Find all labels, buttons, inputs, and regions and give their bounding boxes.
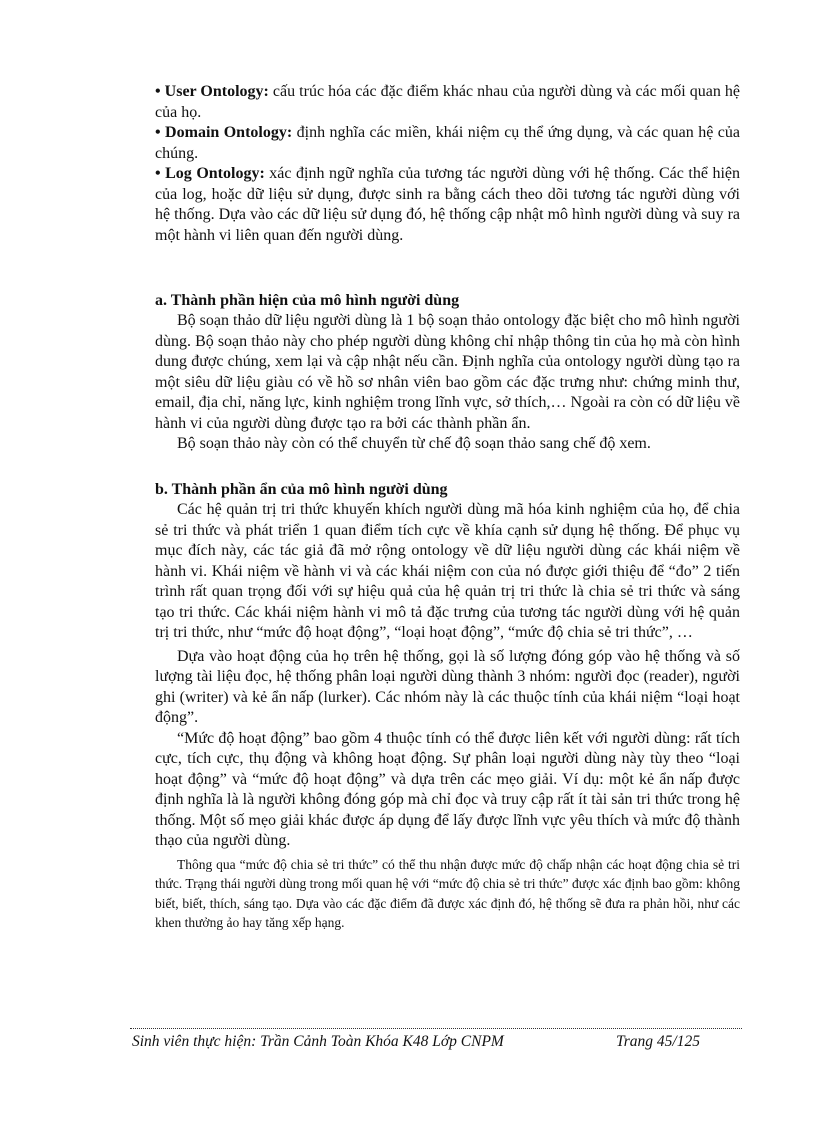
page-footer bbox=[132, 1033, 742, 1051]
section-a-heading: a. Thành phần hiện của mô hình người dùng bbox=[155, 292, 460, 309]
list-item bbox=[155, 82, 740, 123]
list-item bbox=[155, 164, 740, 246]
paragraph: Dựa vào hoạt động của họ trên hệ thống, gọi là số lượng đóng góp vào hệ thống và số lượng tài liệu đọc, hệ thống phân loại người dùng thành 3 nhóm: người đọc (reader), người ghi (writer) và kẻ ẩn nấp (lurker). Các nhóm này là các thuộc tính của khái niệm “loại hoạt động”. bbox=[155, 647, 740, 726]
list-item-text: xác định ngữ nghĩa của tương tác người dùng với hệ thống. Các thể hiện của log, hoặc dữ liệu sử dụng, được sinh ra bằng cách theo dõi tương tác người dùng với hệ thống. Dựa vào các dữ liệu sử dụng đó, hệ thống cập nhật mô hình người dùng và suy ra một hành vi liên quan đến người dùng. bbox=[155, 165, 741, 244]
list-item-term: • Domain Ontology: bbox=[155, 124, 293, 141]
list-item-text: cấu trúc hóa các đặc điểm khác nhau của người dùng và các mối quan hệ của họ. bbox=[155, 83, 740, 121]
section-a bbox=[155, 291, 740, 455]
list-item-term: • User Ontology: bbox=[155, 83, 269, 100]
paragraph: Thông qua “mức độ chia sẻ tri thức” có thể thu nhận được mức độ chấp nhận các hoạt động chia sẻ tri thức. Trạng thái người dùng trong mối quan hệ với “mức độ chia sẻ tri thức” được xác định bao gồm: không biết, biết, thích, sáng tạo. Dựa vào các đặc điểm đã được xác định đó, hệ thống sẽ đưa ra phản hồi, như các khen thưởng ảo hay tăng xếp hạng. bbox=[155, 856, 740, 930]
paragraph: Bộ soạn thảo này còn có thể chuyển từ chế độ soạn thảo sang chế độ xem. bbox=[177, 435, 651, 452]
list-item-text: định nghĩa các miền, khái niệm cụ thể ứng dụng, và các quan hệ của chúng. bbox=[155, 124, 740, 162]
ontology-list bbox=[155, 82, 740, 246]
footer-page-number: Trang 45/125 bbox=[616, 1033, 700, 1050]
footer-author: Sinh viên thực hiện: Trần Cảnh Toàn Khóa K48 Lớp CNPM bbox=[132, 1033, 504, 1050]
footer-divider bbox=[130, 1028, 742, 1029]
paragraph: “Mức độ hoạt động” bao gồm 4 thuộc tính có thể được liên kết với người dùng: rất tích cực, tích cực, thụ động và không hoạt động. Sự phân loại người dùng này tùy theo “loại hoạt động” và “mức độ hoạt động” và dựa trên các mẹo giải. Ví dụ: một kẻ ẩn nấp được định nghĩa là là người không đóng góp mà chỉ đọc và truy cập rất ít tài sản tri thức trong hệ thống. Một số mẹo giải khác được áp dụng để lấy được lĩnh vực yêu thích và mức độ thành thạo của người dùng. bbox=[155, 729, 740, 849]
paragraph: Bộ soạn thảo dữ liệu người dùng là 1 bộ soạn thảo ontology đặc biệt cho mô hình người dùng. Bộ soạn thảo này cho phép người dùng không chỉ nhập thông tin của họ mà còn hình dung được chúng, xem lại và cập nhật nếu cần. Định nghĩa của ontology người dùng tạo ra một siêu dữ liệu giàu có về hồ sơ nhân viên bao gồm các đặc trưng như: chứng minh thư, email, địa chỉ, năng lực, kinh nghiệm trong lĩnh vực, sở thích,… Ngoài ra còn có dữ liệu về hành vi của người dùng được tạo ra bởi các thành phần ẩn. bbox=[155, 312, 741, 432]
paragraph: Các hệ quản trị tri thức khuyến khích người dùng mã hóa kinh nghiệm của họ, để chia sẻ tri thức và phát triển 1 quan điểm tích cực về khía cạnh sử dụng hệ thống. Để phục vụ mục đích này, các tác giả đã mở rộng ontology về dữ liệu người dùng các khái niệm về hành vi. Khái niệm về hành vi và các khái niệm con của nó được giới thiệu để “đo” 2 tiến trình rất quan trọng đối với sự hiệu quả của hệ quản trị tri thức là chia sẻ tri thức và sáng tạo tri thức. Các khái niệm hành vi mô tả đặc trưng của tương tác người dùng với hệ quản trị tri thức, như “mức độ hoạt động”, “loại hoạt động”, “mức độ chia sẻ tri thức”, … bbox=[155, 501, 740, 641]
section-b-heading: b. Thành phần ẩn của mô hình người dùng bbox=[155, 481, 448, 498]
list-item bbox=[155, 123, 740, 164]
list-item-term: • Log Ontology: bbox=[155, 165, 265, 182]
section-b bbox=[155, 480, 740, 933]
